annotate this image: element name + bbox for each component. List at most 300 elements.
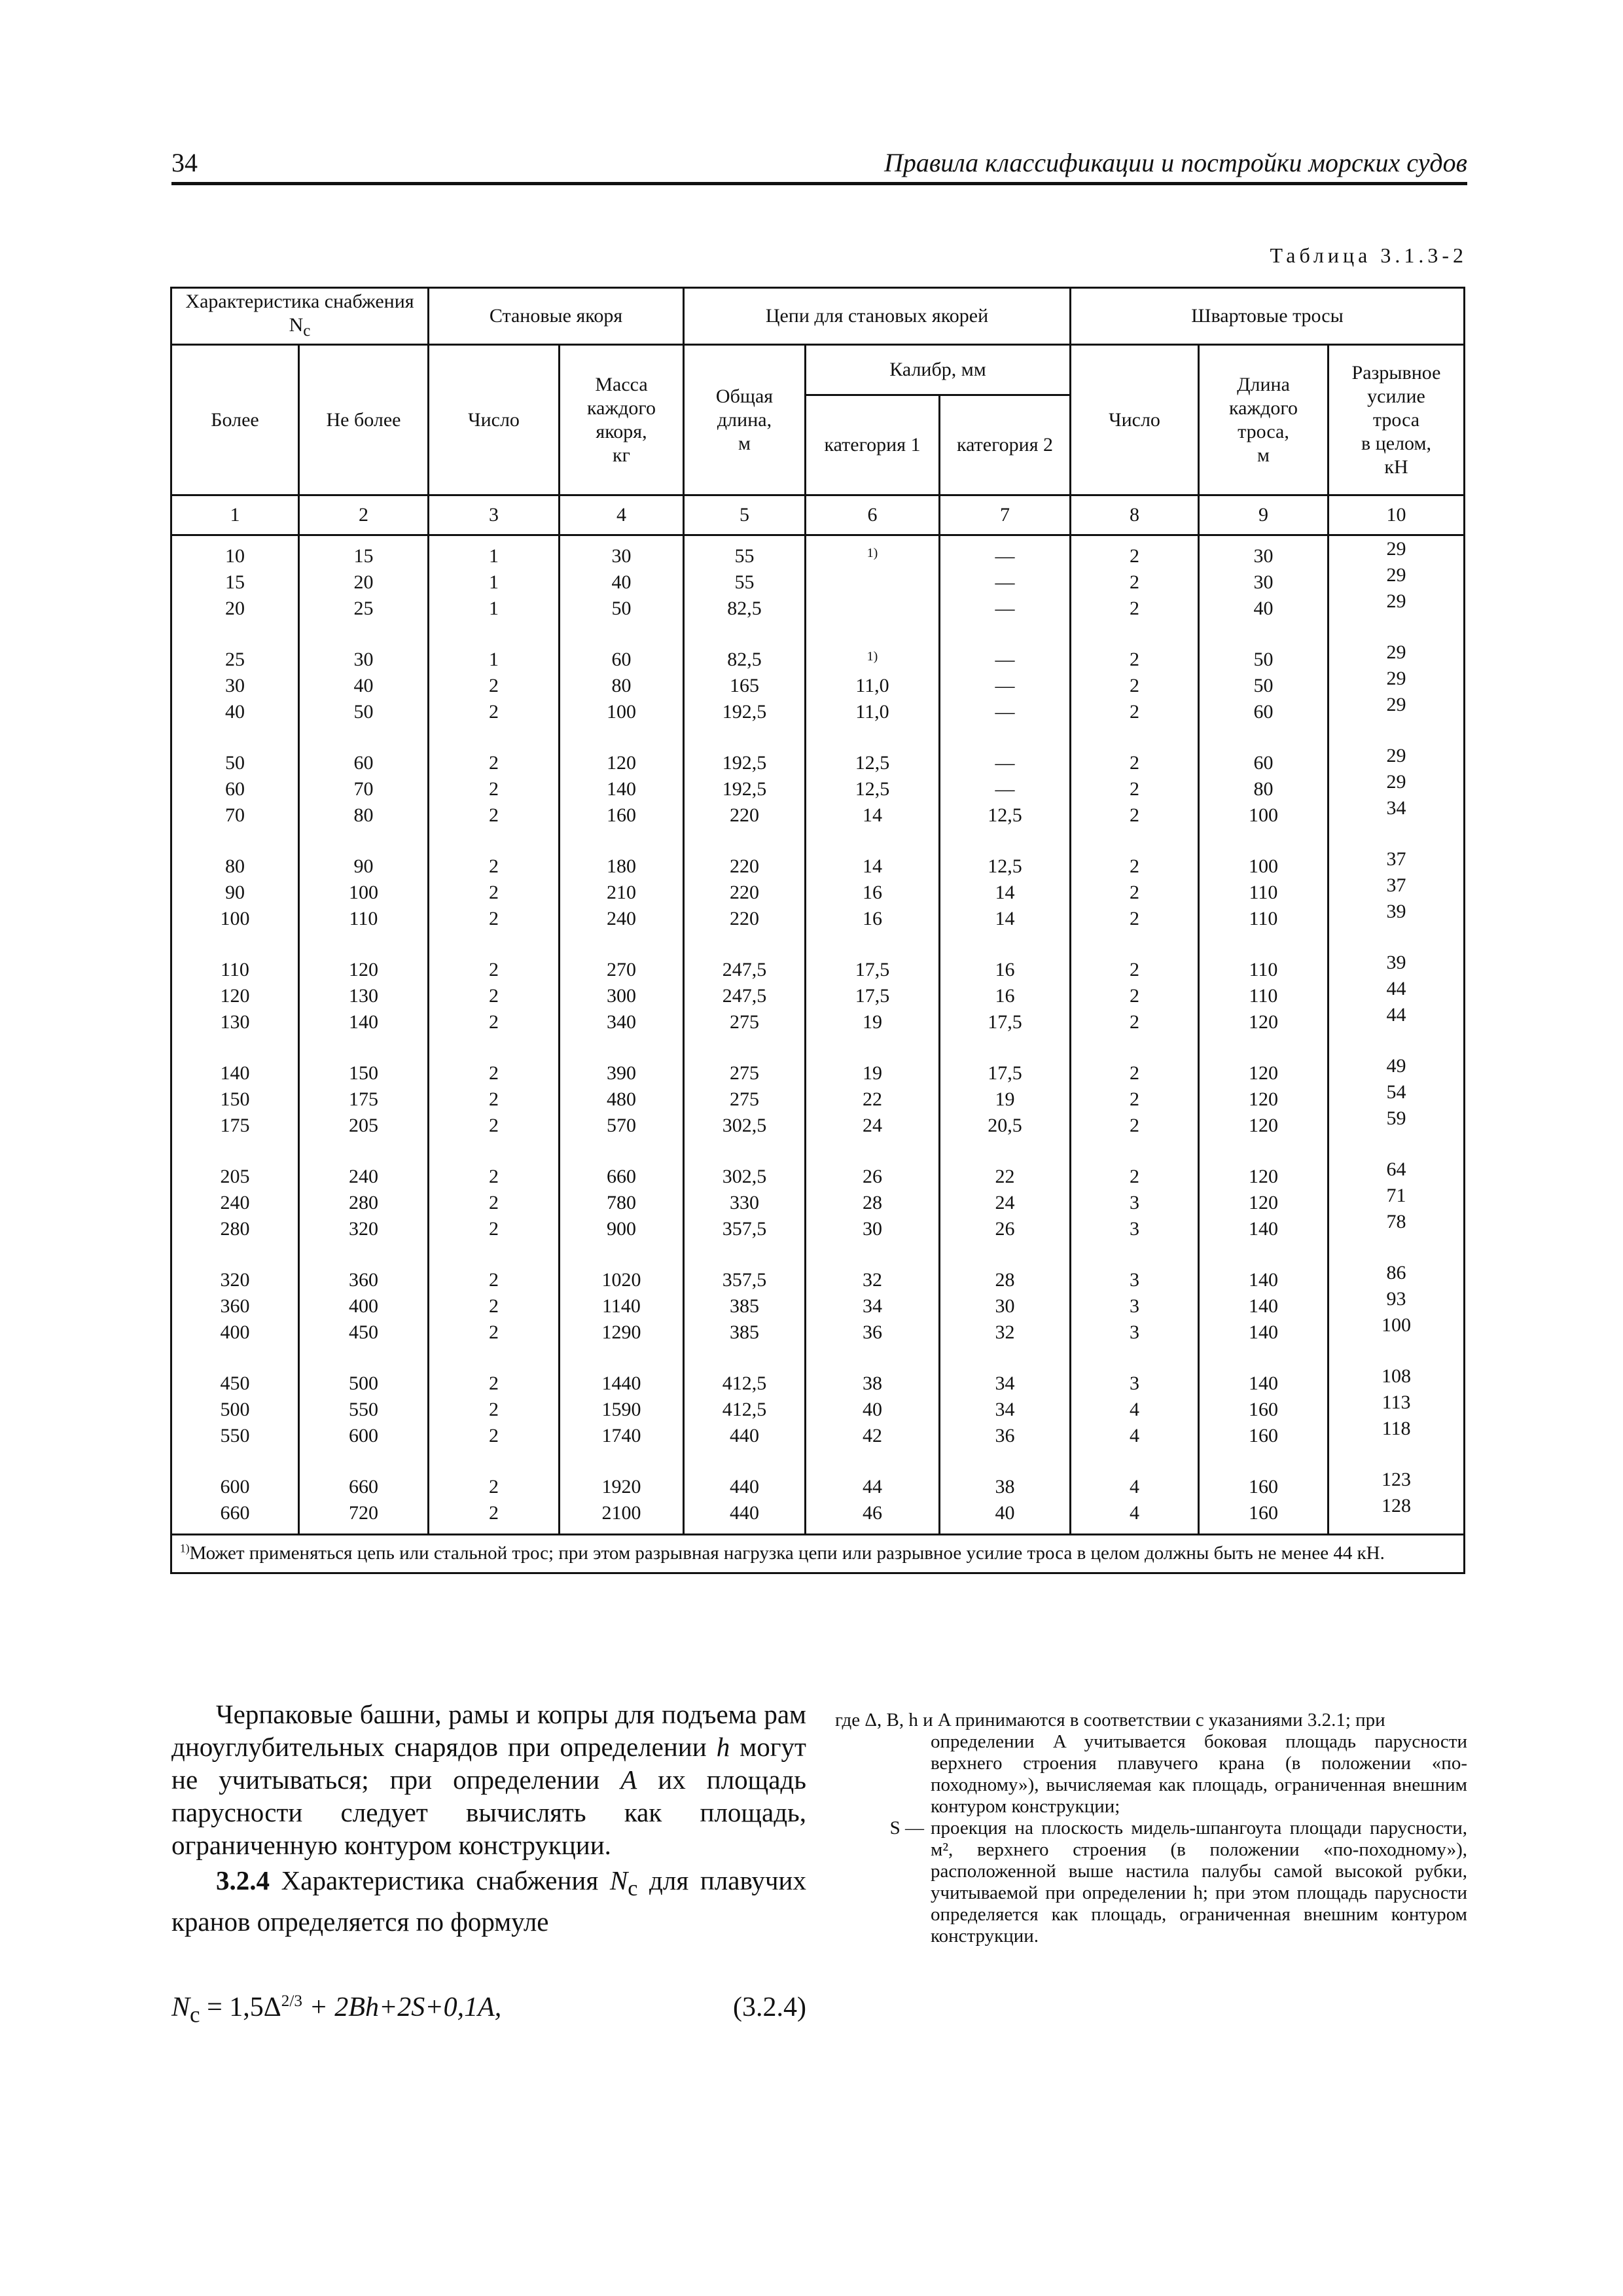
group-gap bbox=[943, 1449, 1067, 1474]
table-cell: 2 bbox=[1130, 701, 1139, 723]
table-cell: 357,5 bbox=[722, 1269, 767, 1291]
group-gap bbox=[687, 1346, 802, 1371]
group-gap bbox=[809, 1346, 936, 1371]
group-gap bbox=[563, 1242, 680, 1267]
group-gap bbox=[1074, 725, 1195, 750]
table-cell: 70 bbox=[353, 778, 374, 800]
table-cell: 500 bbox=[220, 1399, 250, 1420]
group-gap bbox=[1074, 1449, 1195, 1474]
table-cell: 36 bbox=[863, 1321, 882, 1343]
table-cell: 570 bbox=[607, 1115, 636, 1136]
table-cell: 120 bbox=[1249, 1088, 1278, 1110]
table-cell: 220 bbox=[730, 804, 759, 826]
group-gap bbox=[175, 1035, 295, 1060]
column-number-cell: 1 bbox=[171, 495, 299, 535]
column-number-cell: 4 bbox=[560, 495, 684, 535]
s-definition bbox=[835, 1818, 1467, 1947]
table-cell: 302,5 bbox=[722, 1166, 767, 1187]
group-gap bbox=[302, 1035, 425, 1060]
table-cell: 36 bbox=[995, 1425, 1015, 1446]
table-cell: 385 bbox=[730, 1321, 759, 1343]
table-cell: 110 bbox=[221, 959, 249, 980]
header-line: троса, bbox=[1238, 420, 1289, 442]
table-cell: 90 bbox=[353, 855, 374, 877]
table-cell: 80 bbox=[611, 675, 632, 696]
group-gap bbox=[1332, 615, 1461, 639]
group-gap bbox=[563, 932, 680, 957]
table-cell: 38 bbox=[995, 1476, 1015, 1498]
table-cell: 40 bbox=[863, 1399, 882, 1420]
table-cell: 29 bbox=[1386, 641, 1406, 663]
table-cell: 2 bbox=[1130, 545, 1139, 567]
table-cell: 280 bbox=[220, 1218, 250, 1240]
table-cell: 118 bbox=[1382, 1418, 1411, 1439]
table-cell: 220 bbox=[730, 882, 759, 903]
table-cell: 2 bbox=[1130, 675, 1139, 696]
table-cell: 275 bbox=[730, 1062, 759, 1084]
group-gap bbox=[1202, 1449, 1325, 1474]
table-cell: — bbox=[995, 649, 1015, 670]
table-cell: 205 bbox=[220, 1166, 250, 1187]
table-cell: 12,5 bbox=[855, 752, 890, 774]
table-cell: 2 bbox=[489, 1295, 499, 1317]
table-cell: 34 bbox=[995, 1372, 1015, 1394]
group-gap bbox=[809, 622, 936, 647]
table-cell: 15 bbox=[225, 571, 245, 593]
table-cell: 205 bbox=[349, 1115, 378, 1136]
table-cell: 50 bbox=[353, 701, 374, 723]
table-cell: 140 bbox=[1249, 1218, 1278, 1240]
group-gap bbox=[809, 1242, 936, 1267]
table-cell: 275 bbox=[730, 1088, 759, 1110]
table-cell: 30 bbox=[353, 649, 374, 670]
table-cell: 1) bbox=[866, 649, 878, 664]
table-cell: 2 bbox=[489, 804, 499, 826]
table-cell: 49 bbox=[1386, 1055, 1406, 1077]
table-cell: 34 bbox=[863, 1295, 882, 1317]
table-cell: 2 bbox=[1130, 959, 1139, 980]
group-gap bbox=[943, 1242, 1067, 1267]
group-gap bbox=[432, 1449, 556, 1474]
table-cell: 29 bbox=[1386, 590, 1406, 612]
table-cell: 100 bbox=[1382, 1314, 1412, 1336]
table-cell: 32 bbox=[863, 1269, 882, 1291]
header-line: Разрывное bbox=[1351, 361, 1441, 384]
group-gap bbox=[1332, 1132, 1461, 1157]
table-cell: 2 bbox=[489, 985, 499, 1007]
table-cell: 1140 bbox=[602, 1295, 641, 1317]
equipment-table bbox=[170, 287, 1465, 1574]
table-cell: 270 bbox=[607, 959, 636, 980]
header-line: в целом, bbox=[1361, 432, 1431, 454]
table-cell: 25 bbox=[353, 598, 374, 619]
group-gap bbox=[175, 1346, 295, 1371]
table-cell: 3 bbox=[1130, 1321, 1139, 1343]
table-cell: 110 bbox=[1249, 882, 1278, 903]
table-cell: 80 bbox=[1253, 778, 1274, 800]
table-cell: 1 bbox=[489, 649, 499, 670]
group-anchors-header: Становые якоря bbox=[429, 288, 684, 345]
table-cell: 30 bbox=[1253, 571, 1274, 593]
table-cell: 120 bbox=[1249, 1011, 1278, 1033]
group-gap bbox=[687, 1035, 802, 1060]
group-gap bbox=[1332, 1442, 1461, 1467]
table-cell: 44 bbox=[1386, 978, 1406, 999]
table-cell: 50 bbox=[611, 598, 632, 619]
table-cell: 360 bbox=[220, 1295, 250, 1317]
table-cell: 440 bbox=[730, 1502, 759, 1524]
col-cat1-header: категория 1 bbox=[806, 395, 940, 495]
table-cell: 44 bbox=[863, 1476, 882, 1498]
table-cell: 2 bbox=[489, 752, 499, 774]
table-cell: 50 bbox=[1253, 675, 1274, 696]
group-gap bbox=[302, 622, 425, 647]
column-7-values bbox=[940, 535, 1071, 1535]
table-cell: 120 bbox=[1249, 1166, 1278, 1187]
table-cell: 2 bbox=[489, 1166, 499, 1187]
table-cell: 55 bbox=[734, 571, 755, 593]
group-gap bbox=[302, 725, 425, 750]
group-gap bbox=[432, 1346, 556, 1371]
table-cell: 17,5 bbox=[855, 959, 890, 980]
table-cell: 240 bbox=[607, 908, 636, 929]
table-cell: 2 bbox=[489, 1399, 499, 1420]
table-cell: 32 bbox=[995, 1321, 1015, 1343]
table-cell: 320 bbox=[349, 1218, 378, 1240]
table-cell: 2 bbox=[489, 1192, 499, 1213]
table-cell: 600 bbox=[220, 1476, 250, 1498]
table-cell: 60 bbox=[225, 778, 245, 800]
group-gap bbox=[1202, 829, 1325, 853]
table-cell: 25 bbox=[225, 649, 245, 670]
table-cell: 2 bbox=[489, 1062, 499, 1084]
header-line: кг bbox=[613, 444, 630, 466]
table-cell: 78 bbox=[1386, 1211, 1406, 1232]
table-cell: 440 bbox=[730, 1476, 759, 1498]
table-cell bbox=[809, 569, 936, 596]
group-gap bbox=[175, 829, 295, 853]
table-cell: 385 bbox=[730, 1295, 759, 1317]
group-gap bbox=[1074, 1139, 1195, 1164]
table-cell: 60 bbox=[1253, 701, 1274, 723]
table-cell: 140 bbox=[349, 1011, 378, 1033]
column-8-values bbox=[1071, 535, 1199, 1535]
table-cell: 70 bbox=[225, 804, 245, 826]
group-gap bbox=[302, 1242, 425, 1267]
table-cell: 150 bbox=[220, 1088, 250, 1110]
body-left-column bbox=[171, 1698, 806, 1938]
group-gap bbox=[809, 1035, 936, 1060]
table-cell: 192,5 bbox=[722, 778, 767, 800]
table-cell: 50 bbox=[1253, 649, 1274, 670]
table-cell: 16 bbox=[995, 985, 1015, 1007]
table-cell: 180 bbox=[607, 855, 636, 877]
table-cell: 2 bbox=[1130, 908, 1139, 929]
col-rope-force-header bbox=[1329, 345, 1465, 495]
table-cell: 29 bbox=[1386, 771, 1406, 793]
table-cell: 16 bbox=[863, 908, 882, 929]
table-cell: 12,5 bbox=[988, 804, 1022, 826]
header-line: кН bbox=[1384, 456, 1408, 478]
table-cell: 20 bbox=[225, 598, 245, 619]
table-cell: 247,5 bbox=[722, 959, 767, 980]
table-cell: 2 bbox=[1130, 1166, 1139, 1187]
group-gap bbox=[432, 1035, 556, 1060]
table-cell: 192,5 bbox=[722, 752, 767, 774]
running-title: Правила классификации и постройки морских судов bbox=[883, 148, 1467, 177]
table-cell: — bbox=[995, 545, 1015, 567]
table-cell: 14 bbox=[995, 882, 1015, 903]
table-cell: 2100 bbox=[601, 1502, 641, 1524]
group-gap bbox=[432, 932, 556, 957]
group-gap bbox=[943, 622, 1067, 647]
group-gap bbox=[175, 1242, 295, 1267]
group-gap bbox=[432, 1139, 556, 1164]
table-cell: 120 bbox=[1249, 1115, 1278, 1136]
table-cell: 220 bbox=[730, 908, 759, 929]
group-gap bbox=[943, 932, 1067, 957]
table-cell: 29 bbox=[1386, 694, 1406, 715]
col-anchor-mass-header bbox=[560, 345, 684, 495]
page-number: 34 bbox=[171, 148, 198, 177]
group-supply-header: Характеристика снабжения $N_c$ bbox=[171, 288, 429, 345]
group-gap bbox=[1332, 821, 1461, 846]
table-cell: 28 bbox=[995, 1269, 1015, 1291]
table-cell: 40 bbox=[611, 571, 632, 593]
table-cell: 29 bbox=[1386, 668, 1406, 689]
table-cell: 40 bbox=[225, 701, 245, 723]
group-gap bbox=[1332, 1338, 1461, 1363]
table-cell: 1740 bbox=[601, 1425, 641, 1446]
table-cell: 60 bbox=[611, 649, 632, 670]
table-cell: 4 bbox=[1130, 1502, 1139, 1524]
header-line: усилие bbox=[1367, 385, 1425, 407]
table-cell: 2 bbox=[1130, 778, 1139, 800]
table-cell: 4 bbox=[1130, 1476, 1139, 1498]
table-cell: 275 bbox=[730, 1011, 759, 1033]
table-cell: 2 bbox=[489, 1011, 499, 1033]
group-gap bbox=[687, 1139, 802, 1164]
col-more-header: Более bbox=[171, 345, 299, 495]
table-cell: 108 bbox=[1382, 1365, 1412, 1387]
paragraph-3-2-4: 3.2.4 Характеристика снабжения $N_c$ для плавучих кранов определяется по формуле bbox=[171, 1865, 806, 1937]
table-cell: — bbox=[995, 752, 1015, 774]
table-cell: 2 bbox=[489, 1115, 499, 1136]
table-cell: 550 bbox=[220, 1425, 250, 1446]
table-cell: 2 bbox=[489, 1425, 499, 1446]
table-cell: 2 bbox=[1130, 985, 1139, 1007]
group-gap bbox=[1074, 932, 1195, 957]
col-not-more-header: Не более bbox=[299, 345, 429, 495]
table-cell: 46 bbox=[863, 1502, 882, 1524]
table-cell: 20 bbox=[353, 571, 374, 593]
table-cell: 24 bbox=[995, 1192, 1015, 1213]
table-cell: 60 bbox=[1253, 752, 1274, 774]
group-gap bbox=[302, 1449, 425, 1474]
column-4-values bbox=[560, 535, 684, 1535]
page-header bbox=[171, 145, 1467, 185]
table-cell: 2 bbox=[1130, 1062, 1139, 1084]
table-cell: 17,5 bbox=[988, 1011, 1022, 1033]
group-gap bbox=[563, 1449, 680, 1474]
column-9-values bbox=[1199, 535, 1329, 1535]
group-gap bbox=[943, 1346, 1067, 1371]
table-cell: 40 bbox=[1253, 598, 1274, 619]
table-cell: 1290 bbox=[601, 1321, 641, 1343]
group-gap bbox=[687, 1449, 802, 1474]
group-gap bbox=[432, 622, 556, 647]
table-cell: 2 bbox=[489, 701, 499, 723]
table-cell: 780 bbox=[607, 1192, 636, 1213]
table-cell: 1 bbox=[489, 598, 499, 619]
group-gap bbox=[432, 829, 556, 853]
table-cell: 12,5 bbox=[855, 778, 890, 800]
table-cell: 2 bbox=[1130, 649, 1139, 670]
table-cell: 19 bbox=[995, 1088, 1015, 1110]
table-cell: 3 bbox=[1130, 1295, 1139, 1317]
group-gap bbox=[432, 1242, 556, 1267]
table-cell: 110 bbox=[1249, 959, 1278, 980]
s-term: S — bbox=[889, 1818, 924, 1839]
table-cell: 550 bbox=[349, 1399, 378, 1420]
group-gap bbox=[943, 1035, 1067, 1060]
table-cell: 720 bbox=[349, 1502, 378, 1524]
column-6-values bbox=[806, 535, 940, 1535]
table-cell: 2 bbox=[1130, 1088, 1139, 1110]
column-number-cell: 2 bbox=[299, 495, 429, 535]
group-gap bbox=[1202, 622, 1325, 647]
group-gap bbox=[1074, 1346, 1195, 1371]
table-cell: 4 bbox=[1130, 1399, 1139, 1420]
table-cell: 2 bbox=[1130, 855, 1139, 877]
table-cell: 100 bbox=[1249, 804, 1278, 826]
table-cell: 247,5 bbox=[722, 985, 767, 1007]
group-gap bbox=[302, 829, 425, 853]
header-line: троса bbox=[1372, 408, 1420, 431]
group-gap bbox=[175, 725, 295, 750]
table-cell: 220 bbox=[730, 855, 759, 877]
group-gap bbox=[563, 622, 680, 647]
table-cell: 2 bbox=[489, 778, 499, 800]
column-number-cell: 7 bbox=[940, 495, 1071, 535]
table-cell: 59 bbox=[1386, 1107, 1406, 1129]
table-cell: 110 bbox=[1249, 908, 1278, 929]
table-cell: 30 bbox=[611, 545, 632, 567]
table-cell: 2 bbox=[1130, 571, 1139, 593]
table-cell: 30 bbox=[1253, 545, 1274, 567]
table-cell: 1 bbox=[489, 571, 499, 593]
group-gap bbox=[809, 829, 936, 853]
table-cell: 2 bbox=[489, 1218, 499, 1240]
table-cell: 22 bbox=[863, 1088, 882, 1110]
table-cell: 2 bbox=[489, 675, 499, 696]
group-gap bbox=[563, 829, 680, 853]
table-cell: 42 bbox=[863, 1425, 882, 1446]
group-gap bbox=[943, 1139, 1067, 1164]
table-cell: 412,5 bbox=[722, 1372, 767, 1394]
col-anchor-count-header: Число bbox=[429, 345, 560, 495]
table-cell: 17,5 bbox=[855, 985, 890, 1007]
table-cell: 130 bbox=[220, 1011, 250, 1033]
table-cell: 1590 bbox=[601, 1399, 641, 1420]
header-line: длина, bbox=[717, 408, 772, 431]
column-number-cell: 6 bbox=[806, 495, 940, 535]
table-cell: 90 bbox=[225, 882, 245, 903]
table-cell: 54 bbox=[1386, 1081, 1406, 1103]
table-cell: 140 bbox=[607, 778, 636, 800]
table-cell: 15 bbox=[353, 545, 374, 567]
column-1-values bbox=[171, 535, 299, 1535]
table-cell: 50 bbox=[225, 752, 245, 774]
formula-number: (3.2.4) bbox=[733, 1992, 806, 2022]
where-definition: где Δ, B, h и A принимаются в соответствии с указаниями 3.2.1; при bbox=[835, 1710, 1385, 1731]
table-cell: 2 bbox=[1130, 882, 1139, 903]
table-cell: 40 bbox=[353, 675, 374, 696]
table-cell: 240 bbox=[349, 1166, 378, 1187]
table-cell: 34 bbox=[1386, 797, 1406, 819]
table-cell: 2 bbox=[489, 1321, 499, 1343]
s-text: проекция на плоскость мидель-шпангоута площади парусности, м², верхнего строения (в положении «по-походному»), расположенной выше настила палубы самой высокой рубки, учитываемой при определении h; при этом площадь парусности определяется как площадь, ограниченная внешним контуром конструкции. bbox=[931, 1818, 1467, 1946]
column-3-values bbox=[429, 535, 560, 1535]
column-number-row bbox=[171, 495, 1465, 535]
table-cell: 26 bbox=[863, 1166, 882, 1187]
table-cell: 140 bbox=[1249, 1295, 1278, 1317]
table-cell: 412,5 bbox=[722, 1399, 767, 1420]
group-gap bbox=[175, 1449, 295, 1474]
table-cell: 3 bbox=[1130, 1218, 1139, 1240]
table-cell: 140 bbox=[1249, 1372, 1278, 1394]
table-cell: 2 bbox=[1130, 598, 1139, 619]
table-cell: 30 bbox=[863, 1218, 882, 1240]
table-cell: 100 bbox=[1249, 855, 1278, 877]
table-cell: 11,0 bbox=[855, 675, 889, 696]
table-cell: 2 bbox=[489, 908, 499, 929]
table-cell: — bbox=[995, 571, 1015, 593]
table-cell: 2 bbox=[489, 882, 499, 903]
table-cell: 210 bbox=[607, 882, 636, 903]
table-cell: 120 bbox=[220, 985, 250, 1007]
table-cell: 34 bbox=[995, 1399, 1015, 1420]
table-cell: 110 bbox=[1249, 985, 1278, 1007]
table-cell: 20,5 bbox=[988, 1115, 1022, 1136]
table-cell: 29 bbox=[1386, 538, 1406, 560]
group-gap bbox=[175, 932, 295, 957]
col-cat2-header: категория 2 bbox=[940, 395, 1071, 495]
group-gap bbox=[687, 725, 802, 750]
table-cell: 175 bbox=[349, 1088, 378, 1110]
table-cell: 86 bbox=[1386, 1262, 1406, 1283]
group-gap bbox=[1332, 1028, 1461, 1053]
group-gap bbox=[563, 725, 680, 750]
table-cell: 140 bbox=[1249, 1321, 1278, 1343]
table-cell: 14 bbox=[995, 908, 1015, 929]
group-gap bbox=[302, 1139, 425, 1164]
group-chains-header: Цепи для становых якорей bbox=[684, 288, 1071, 345]
table-cell bbox=[809, 596, 936, 622]
table-cell: 29 bbox=[1386, 564, 1406, 586]
body-right-column bbox=[835, 1710, 1467, 1947]
table-cell: 2 bbox=[489, 959, 499, 980]
group-gap bbox=[302, 1346, 425, 1371]
col-rope-count-header: Число bbox=[1071, 345, 1199, 495]
table-cell: 37 bbox=[1386, 848, 1406, 870]
table-cell: 17,5 bbox=[988, 1062, 1022, 1084]
table-cell: 660 bbox=[220, 1502, 250, 1524]
group-gap bbox=[1202, 1242, 1325, 1267]
table-cell: 100 bbox=[607, 701, 636, 723]
table-cell: 660 bbox=[349, 1476, 378, 1498]
table-cell: 160 bbox=[1249, 1502, 1278, 1524]
